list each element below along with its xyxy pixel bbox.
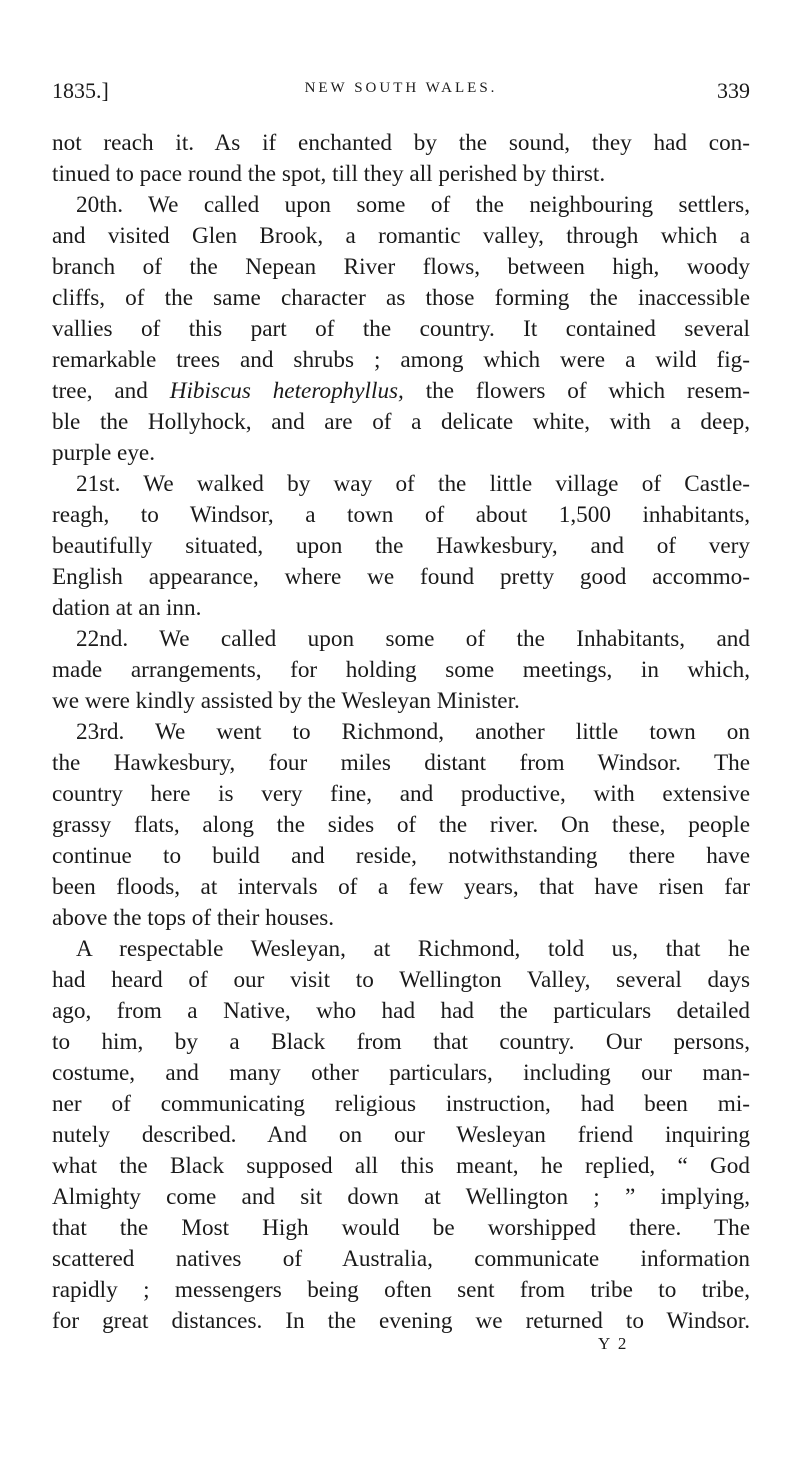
header-title: NEW SOUTH WALES. bbox=[304, 80, 498, 96]
text-line: dation at an inn. bbox=[52, 595, 202, 621]
text-line: English appearance, where we found pretty good accommo- bbox=[52, 564, 750, 590]
text-line-with-italic bbox=[52, 376, 750, 407]
line-segment: tree, and bbox=[52, 378, 170, 404]
header-year: 1835.] bbox=[52, 78, 109, 103]
text-line: A respectable Wesleyan, at Richmond, told us, that he bbox=[76, 936, 750, 962]
text-line: ble the Hollyhock, and are of a delicate white, with a deep, bbox=[52, 409, 750, 435]
text-line: 22nd. We called upon some of the Inhabitants, and bbox=[76, 626, 750, 652]
text-line: reagh, to Windsor, a town of about 1,500 inhabitants, bbox=[52, 502, 750, 528]
text-line: been floods, at intervals of a few years, that have risen far bbox=[52, 874, 750, 900]
text-line: nutely described. And on our Wesleyan friend inquiring bbox=[52, 1122, 750, 1148]
text-line: not reach it. As if enchanted by the sound, they had con- bbox=[52, 130, 750, 156]
text-line: that the Most High would be worshipped there. The bbox=[52, 1215, 750, 1241]
signature-mark: Y 2 bbox=[598, 1334, 629, 1353]
text-line: cliffs, of the same character as those forming the inaccessible bbox=[52, 285, 750, 311]
text-line: 23rd. We went to Richmond, another little town on bbox=[76, 719, 750, 745]
running-head bbox=[52, 78, 750, 112]
text-line: Almighty come and sit down at Wellington ; ” implying, bbox=[52, 1184, 750, 1210]
text-line: for great distances. In the evening we returned to Windsor. bbox=[52, 1308, 750, 1334]
text-line: to him, by a Black from that country. Our persons, bbox=[52, 1029, 750, 1055]
text-line: 20th. We called upon some of the neighbouring settlers, bbox=[76, 192, 750, 218]
text-line: made arrangements, for holding some meetings, in which, bbox=[52, 657, 750, 683]
page-number: 339 bbox=[717, 78, 750, 103]
page bbox=[52, 78, 750, 1337]
body-text bbox=[52, 128, 750, 1337]
text-line: rapidly ; messengers being often sent from tribe to tribe, bbox=[52, 1277, 750, 1303]
text-line: what the Black supposed all this meant, he replied, “ God bbox=[52, 1153, 750, 1179]
text-line: tinued to pace round the spot, till they all perished by thirst. bbox=[52, 161, 606, 187]
text-line: branch of the Nepean River flows, between high, woody bbox=[52, 254, 750, 280]
text-line: beautifully situated, upon the Hawkesbury, and of very bbox=[52, 533, 750, 559]
text-line: 21st. We walked by way of the little village of Castle- bbox=[76, 471, 750, 497]
text-line: the Hawkesbury, four miles distant from Windsor. The bbox=[52, 750, 750, 776]
text-line: country here is very fine, and productive, with extensive bbox=[52, 781, 750, 807]
text-line: remarkable trees and shrubs ; among which were a wild fig- bbox=[52, 347, 750, 373]
text-line: above the tops of their houses. bbox=[52, 905, 335, 931]
text-line: ago, from a Native, who had had the particulars detailed bbox=[52, 998, 750, 1024]
text-line: continue to build and reside, notwithstanding there have bbox=[52, 843, 750, 869]
text-line: ner of communicating religious instruction, had been mi- bbox=[52, 1091, 750, 1117]
text-line: grassy flats, along the sides of the river. On these, people bbox=[52, 812, 750, 838]
text-line: scattered natives of Australia, communicate information bbox=[52, 1246, 750, 1272]
text-line: costume, and many other particulars, including our man- bbox=[52, 1060, 750, 1086]
text-line: and visited Glen Brook, a romantic valley, through which a bbox=[52, 223, 750, 249]
text-line: vallies of this part of the country. It contained several bbox=[52, 316, 750, 342]
line-segment: the flowers of which resem- bbox=[403, 378, 750, 404]
botanical-name: Hibiscus heterophyllus, bbox=[169, 378, 404, 404]
text-line: had heard of our visit to Wellington Valley, several days bbox=[52, 967, 750, 993]
text-line: we were kindly assisted by the Wesleyan Minister. bbox=[52, 688, 520, 714]
text-line: purple eye. bbox=[52, 440, 156, 466]
